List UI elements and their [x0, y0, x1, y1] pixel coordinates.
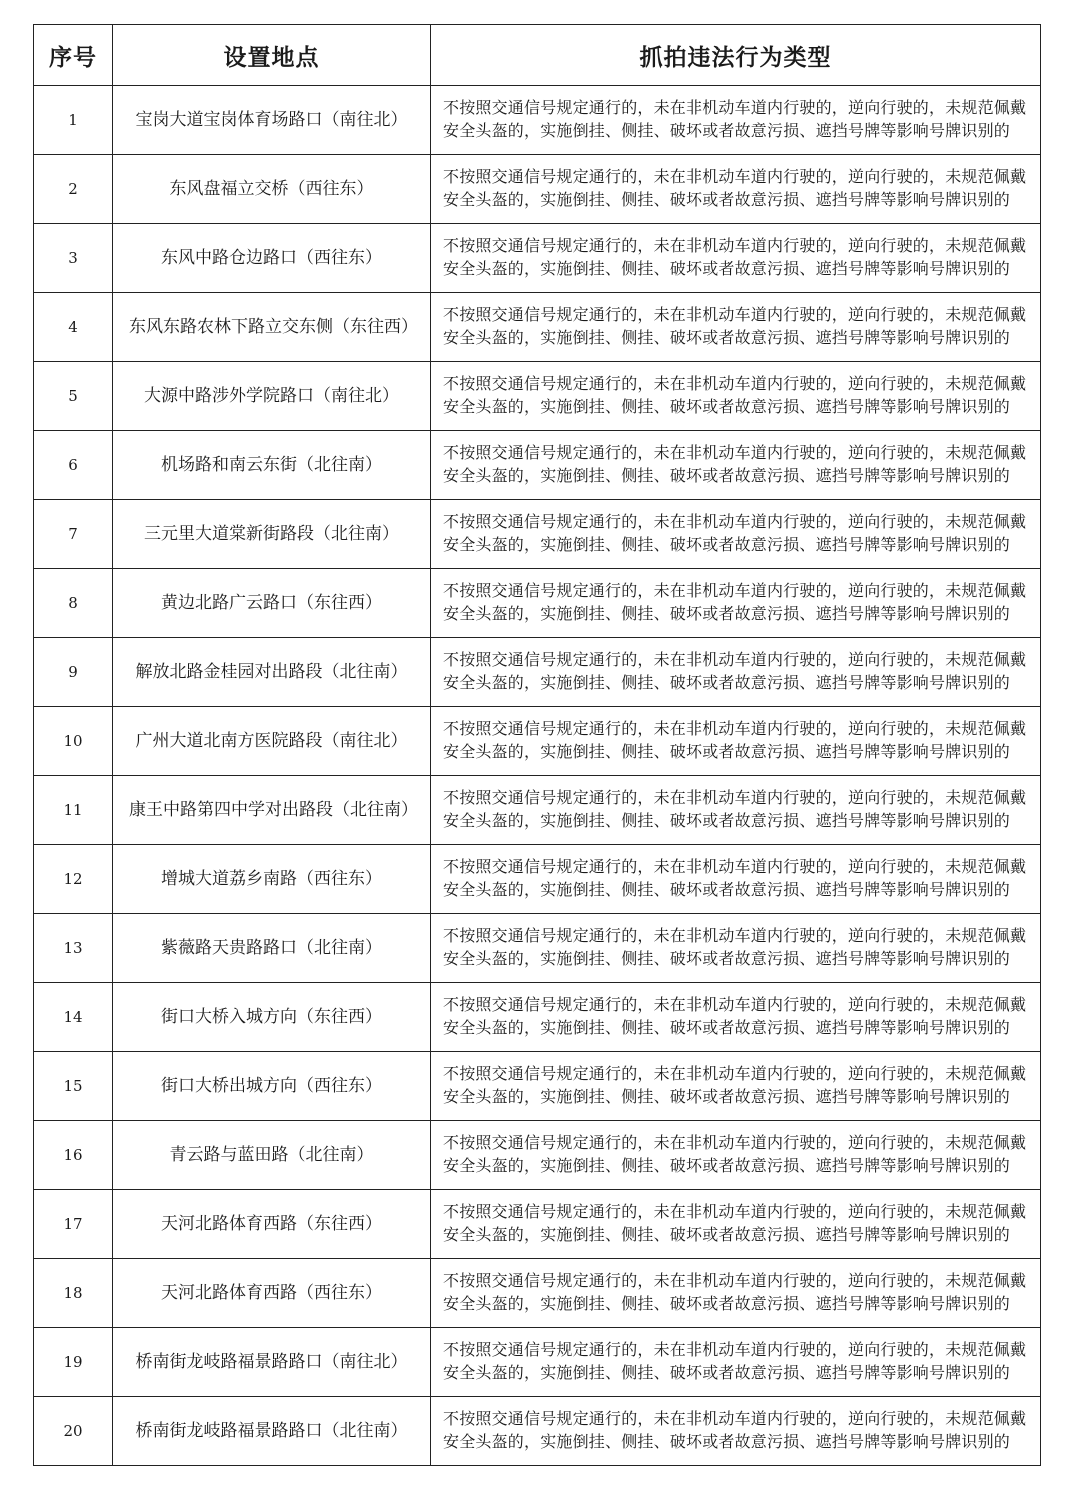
violation-type-cell — [431, 1328, 1041, 1397]
table-row — [34, 224, 1041, 293]
location-cell: 解放北路金桂园对出路段（北往南） — [113, 638, 431, 707]
row-index-cell: 18 — [34, 1259, 113, 1328]
row-index-cell: 12 — [34, 845, 113, 914]
violation-type-cell — [431, 569, 1041, 638]
violation-type-cell — [431, 293, 1041, 362]
violation-type-text: 不按照交通信号规定通行的，未在非机动车道内行驶的，逆向行驶的，未规范佩戴安全头盔的，实施倒挂、侧挂、破坏或者故意污损、遮挡号牌等影响号牌识别的 — [443, 305, 1027, 347]
table-row — [34, 362, 1041, 431]
location-cell: 桥南街龙岐路福景路路口（北往南） — [113, 1397, 431, 1466]
row-index-cell: 5 — [34, 362, 113, 431]
violation-type-text: 不按照交通信号规定通行的，未在非机动车道内行驶的，逆向行驶的，未规范佩戴安全头盔的，实施倒挂、侧挂、破坏或者故意污损、遮挡号牌等影响号牌识别的 — [443, 926, 1027, 968]
violation-type-cell — [431, 1121, 1041, 1190]
violation-type-cell — [431, 362, 1041, 431]
violation-type-cell — [431, 638, 1041, 707]
table-row — [34, 776, 1041, 845]
row-index-cell: 10 — [34, 707, 113, 776]
location-cell: 三元里大道棠新街路段（北往南） — [113, 500, 431, 569]
location-cell: 大源中路涉外学院路口（南往北） — [113, 362, 431, 431]
violation-type-text: 不按照交通信号规定通行的，未在非机动车道内行驶的，逆向行驶的，未规范佩戴安全头盔的，实施倒挂、侧挂、破坏或者故意污损、遮挡号牌等影响号牌识别的 — [443, 1340, 1027, 1382]
violation-type-text: 不按照交通信号规定通行的，未在非机动车道内行驶的，逆向行驶的，未规范佩戴安全头盔的，实施倒挂、侧挂、破坏或者故意污损、遮挡号牌等影响号牌识别的 — [443, 1271, 1027, 1313]
table-header — [34, 25, 1041, 86]
violation-type-text: 不按照交通信号规定通行的，未在非机动车道内行驶的，逆向行驶的，未规范佩戴安全头盔的，实施倒挂、侧挂、破坏或者故意污损、遮挡号牌等影响号牌识别的 — [443, 1133, 1027, 1175]
location-cell: 广州大道北南方医院路段（南往北） — [113, 707, 431, 776]
location-cell: 黄边北路广云路口（东往西） — [113, 569, 431, 638]
table-row — [34, 1397, 1041, 1466]
row-index-cell: 9 — [34, 638, 113, 707]
table-row — [34, 914, 1041, 983]
violation-type-text: 不按照交通信号规定通行的，未在非机动车道内行驶的，逆向行驶的，未规范佩戴安全头盔的，实施倒挂、侧挂、破坏或者故意污损、遮挡号牌等影响号牌识别的 — [443, 98, 1027, 140]
header-row — [34, 25, 1041, 86]
table-row — [34, 1052, 1041, 1121]
table-row — [34, 569, 1041, 638]
violation-type-cell — [431, 224, 1041, 293]
violation-type-text: 不按照交通信号规定通行的，未在非机动车道内行驶的，逆向行驶的，未规范佩戴安全头盔的，实施倒挂、侧挂、破坏或者故意污损、遮挡号牌等影响号牌识别的 — [443, 650, 1027, 692]
location-cell: 街口大桥出城方向（西往东） — [113, 1052, 431, 1121]
table-row — [34, 500, 1041, 569]
row-index-cell: 14 — [34, 983, 113, 1052]
table-row — [34, 1121, 1041, 1190]
camera-locations-table — [33, 24, 1041, 1466]
row-index-cell: 7 — [34, 500, 113, 569]
violation-type-cell — [431, 1190, 1041, 1259]
violation-type-text: 不按照交通信号规定通行的，未在非机动车道内行驶的，逆向行驶的，未规范佩戴安全头盔的，实施倒挂、侧挂、破坏或者故意污损、遮挡号牌等影响号牌识别的 — [443, 788, 1027, 830]
row-index-cell: 4 — [34, 293, 113, 362]
violation-type-cell — [431, 86, 1041, 155]
location-cell: 天河北路体育西路（西往东） — [113, 1259, 431, 1328]
violation-type-text: 不按照交通信号规定通行的，未在非机动车道内行驶的，逆向行驶的，未规范佩戴安全头盔的，实施倒挂、侧挂、破坏或者故意污损、遮挡号牌等影响号牌识别的 — [443, 374, 1027, 416]
violation-type-cell — [431, 155, 1041, 224]
table-row — [34, 293, 1041, 362]
header-violation-type: 抓拍违法行为类型 — [431, 25, 1041, 86]
table-row — [34, 983, 1041, 1052]
row-index-cell: 17 — [34, 1190, 113, 1259]
violation-type-cell — [431, 1397, 1041, 1466]
row-index-cell: 6 — [34, 431, 113, 500]
violation-type-text: 不按照交通信号规定通行的，未在非机动车道内行驶的，逆向行驶的，未规范佩戴安全头盔的，实施倒挂、侧挂、破坏或者故意污损、遮挡号牌等影响号牌识别的 — [443, 857, 1027, 899]
table-row — [34, 431, 1041, 500]
row-index-cell: 16 — [34, 1121, 113, 1190]
violation-type-text: 不按照交通信号规定通行的，未在非机动车道内行驶的，逆向行驶的，未规范佩戴安全头盔的，实施倒挂、侧挂、破坏或者故意污损、遮挡号牌等影响号牌识别的 — [443, 1064, 1027, 1106]
row-index-cell: 1 — [34, 86, 113, 155]
violation-type-cell — [431, 845, 1041, 914]
violation-type-cell — [431, 431, 1041, 500]
location-cell: 紫薇路天贵路路口（北往南） — [113, 914, 431, 983]
row-index-cell: 15 — [34, 1052, 113, 1121]
location-cell: 街口大桥入城方向（东往西） — [113, 983, 431, 1052]
location-cell: 桥南街龙岐路福景路路口（南往北） — [113, 1328, 431, 1397]
violation-type-cell — [431, 1052, 1041, 1121]
table-row — [34, 707, 1041, 776]
table-row — [34, 638, 1041, 707]
row-index-cell: 20 — [34, 1397, 113, 1466]
violation-type-text: 不按照交通信号规定通行的，未在非机动车道内行驶的，逆向行驶的，未规范佩戴安全头盔的，实施倒挂、侧挂、破坏或者故意污损、遮挡号牌等影响号牌识别的 — [443, 443, 1027, 485]
table-row — [34, 845, 1041, 914]
violation-type-text: 不按照交通信号规定通行的，未在非机动车道内行驶的，逆向行驶的，未规范佩戴安全头盔的，实施倒挂、侧挂、破坏或者故意污损、遮挡号牌等影响号牌识别的 — [443, 1409, 1027, 1451]
row-index-cell: 2 — [34, 155, 113, 224]
location-cell: 东风盘福立交桥（西往东） — [113, 155, 431, 224]
violation-type-cell — [431, 983, 1041, 1052]
location-cell: 康王中路第四中学对出路段（北往南） — [113, 776, 431, 845]
violation-type-cell — [431, 914, 1041, 983]
header-location: 设置地点 — [113, 25, 431, 86]
violation-type-text: 不按照交通信号规定通行的，未在非机动车道内行驶的，逆向行驶的，未规范佩戴安全头盔的，实施倒挂、侧挂、破坏或者故意污损、遮挡号牌等影响号牌识别的 — [443, 995, 1027, 1037]
table-row — [34, 86, 1041, 155]
violation-type-text: 不按照交通信号规定通行的，未在非机动车道内行驶的，逆向行驶的，未规范佩戴安全头盔的，实施倒挂、侧挂、破坏或者故意污损、遮挡号牌等影响号牌识别的 — [443, 719, 1027, 761]
row-index-cell: 3 — [34, 224, 113, 293]
header-index: 序号 — [34, 25, 113, 86]
table-row — [34, 155, 1041, 224]
violation-type-cell — [431, 500, 1041, 569]
violation-type-text: 不按照交通信号规定通行的，未在非机动车道内行驶的，逆向行驶的，未规范佩戴安全头盔的，实施倒挂、侧挂、破坏或者故意污损、遮挡号牌等影响号牌识别的 — [443, 236, 1027, 278]
camera-locations-table-container — [33, 24, 1040, 1466]
violation-type-text: 不按照交通信号规定通行的，未在非机动车道内行驶的，逆向行驶的，未规范佩戴安全头盔的，实施倒挂、侧挂、破坏或者故意污损、遮挡号牌等影响号牌识别的 — [443, 512, 1027, 554]
location-cell: 东风中路仓边路口（西往东） — [113, 224, 431, 293]
table-row — [34, 1190, 1041, 1259]
violation-type-text: 不按照交通信号规定通行的，未在非机动车道内行驶的，逆向行驶的，未规范佩戴安全头盔的，实施倒挂、侧挂、破坏或者故意污损、遮挡号牌等影响号牌识别的 — [443, 167, 1027, 209]
row-index-cell: 19 — [34, 1328, 113, 1397]
table-row — [34, 1259, 1041, 1328]
violation-type-cell — [431, 1259, 1041, 1328]
violation-type-text: 不按照交通信号规定通行的，未在非机动车道内行驶的，逆向行驶的，未规范佩戴安全头盔的，实施倒挂、侧挂、破坏或者故意污损、遮挡号牌等影响号牌识别的 — [443, 1202, 1027, 1244]
violation-type-cell — [431, 776, 1041, 845]
violation-type-text: 不按照交通信号规定通行的，未在非机动车道内行驶的，逆向行驶的，未规范佩戴安全头盔的，实施倒挂、侧挂、破坏或者故意污损、遮挡号牌等影响号牌识别的 — [443, 581, 1027, 623]
location-cell: 青云路与蓝田路（北往南） — [113, 1121, 431, 1190]
table-row — [34, 1328, 1041, 1397]
location-cell: 增城大道荔乡南路（西往东） — [113, 845, 431, 914]
violation-type-cell — [431, 707, 1041, 776]
row-index-cell: 13 — [34, 914, 113, 983]
row-index-cell: 11 — [34, 776, 113, 845]
location-cell: 宝岗大道宝岗体育场路口（南往北） — [113, 86, 431, 155]
location-cell: 机场路和南云东街（北往南） — [113, 431, 431, 500]
table-body — [34, 86, 1041, 1466]
location-cell: 天河北路体育西路（东往西） — [113, 1190, 431, 1259]
row-index-cell: 8 — [34, 569, 113, 638]
location-cell: 东风东路农林下路立交东侧（东往西） — [113, 293, 431, 362]
